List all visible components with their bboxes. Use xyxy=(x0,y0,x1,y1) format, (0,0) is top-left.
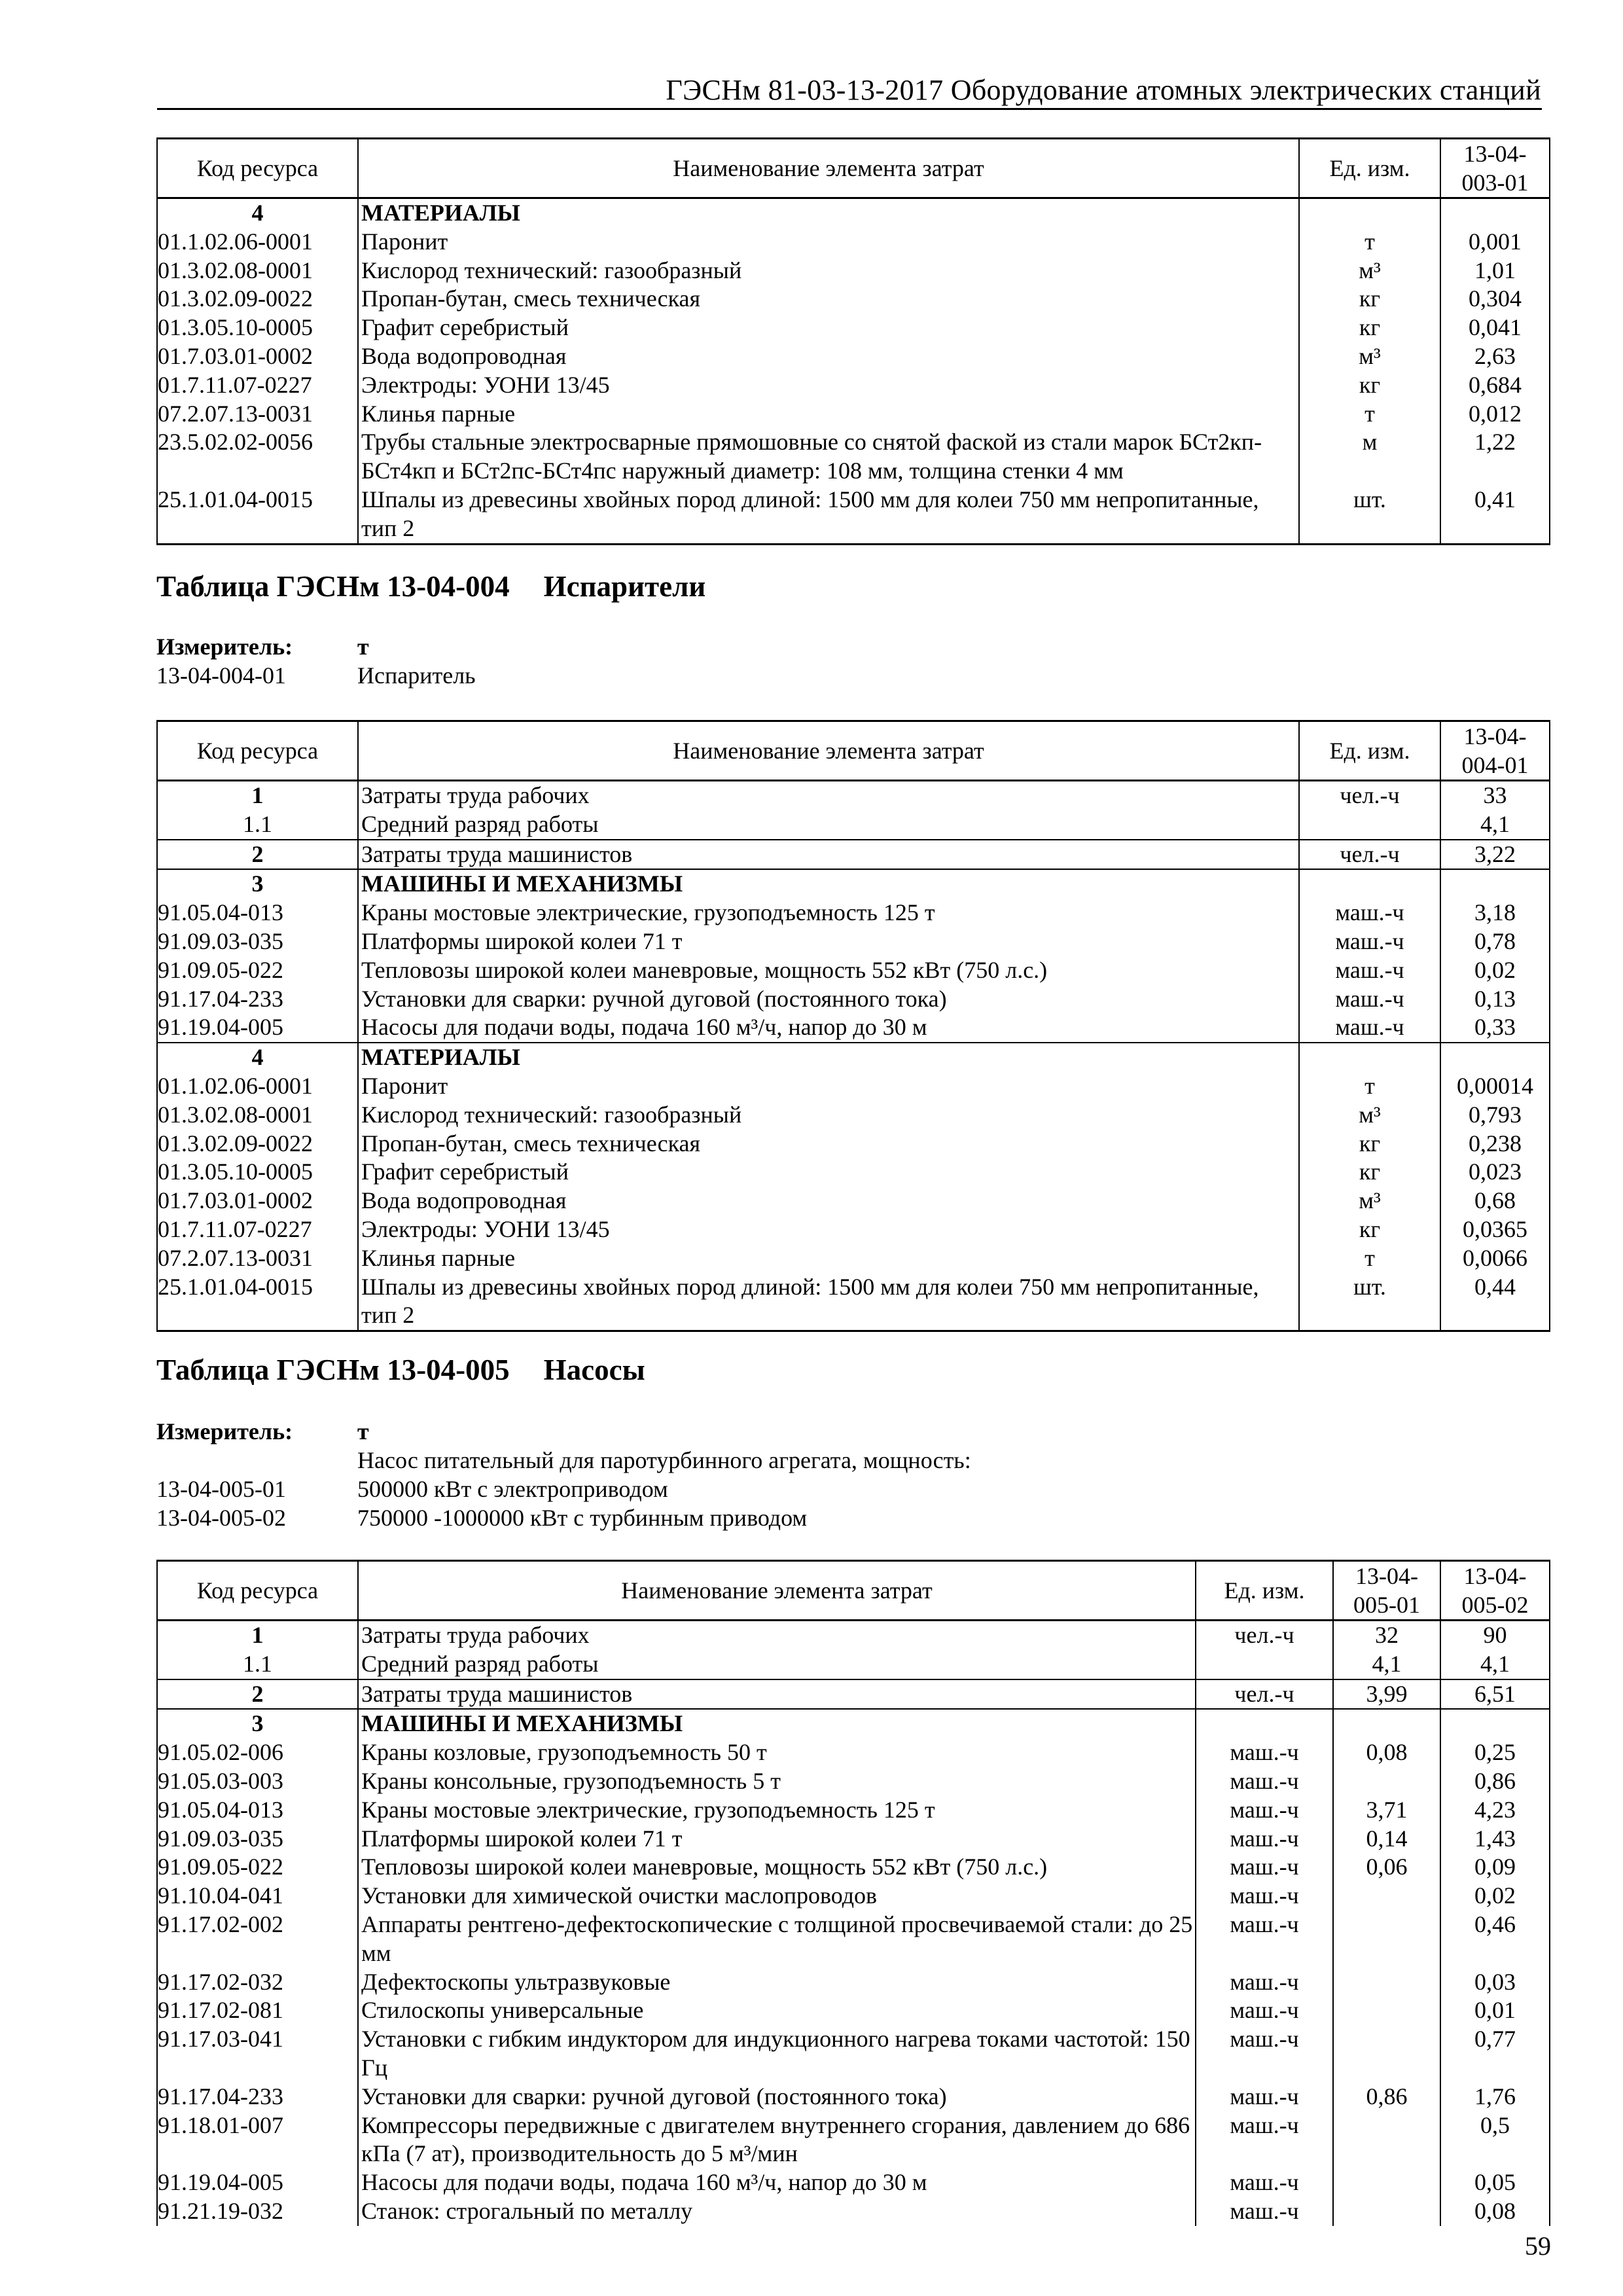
norm-value: 0,03 xyxy=(1440,1968,1550,1997)
norm-value: 0,023 xyxy=(1440,1158,1550,1187)
cost-element-name: Вода водопроводная xyxy=(358,1187,1299,1215)
table-row xyxy=(157,1101,1550,1130)
norm-value: 0,86 xyxy=(1333,2083,1440,2111)
resource-code: 01.7.03.01-0002 xyxy=(157,1187,358,1215)
resource-code: 2 xyxy=(157,1679,358,1710)
resource-code: 01.7.11.07-0227 xyxy=(157,371,358,400)
cost-element-name: Клинья парные xyxy=(358,400,1299,429)
norm-value: 1,43 xyxy=(1440,1825,1550,1854)
resource-code: 25.1.01.04-0015 xyxy=(157,1273,358,1331)
unit: маш.-ч xyxy=(1196,2168,1333,2197)
table-row xyxy=(157,1273,1550,1331)
unit: кг xyxy=(1299,285,1440,314)
norm-value: 0,33 xyxy=(1440,1013,1550,1043)
resource-code: 91.09.03-035 xyxy=(157,927,358,956)
unit: маш.-ч xyxy=(1299,899,1440,927)
table-row xyxy=(157,428,1550,486)
cost-element-name: Аппараты рентгено-дефектоскопические с толщиной просвечиваемой стали: до 25 мм xyxy=(358,1910,1196,1968)
cost-element-name: Графит серебристый xyxy=(358,1158,1299,1187)
column-header: Наименование элемента затрат xyxy=(358,721,1299,781)
unit: чел.-ч xyxy=(1299,781,1440,810)
table-row xyxy=(157,400,1550,429)
cost-element-name: Пропан-бутан, смесь техническая xyxy=(358,285,1299,314)
cost-element-name: Насосы для подачи воды, подача 160 м³/ч, напор до 30 м xyxy=(358,2168,1196,2197)
cost-element-name: Электроды: УОНИ 13/45 xyxy=(358,371,1299,400)
column-header: Код ресурса xyxy=(157,139,358,198)
unit: маш.-ч xyxy=(1299,956,1440,985)
cost-element-name: Затраты труда рабочих xyxy=(358,781,1299,810)
table-title: Таблица ГЭСНм 13-04-005 xyxy=(156,1354,510,1386)
norm-value: 1,76 xyxy=(1440,2083,1550,2111)
cost-element-name: Тепловозы широкой колеи маневровые, мощность 552 кВт (750 л.с.) xyxy=(358,1853,1196,1882)
unit: маш.-ч xyxy=(1196,1767,1333,1796)
norm-value: 0,08 xyxy=(1440,2197,1550,2226)
table-row xyxy=(157,342,1550,371)
section-row xyxy=(157,1043,1550,1072)
column-header: Ед. изм. xyxy=(1299,721,1440,781)
norm-value: 1,22 xyxy=(1440,428,1550,486)
meter-value: т xyxy=(357,1418,369,1444)
norm-value: 0,06 xyxy=(1333,1853,1440,1882)
section-row xyxy=(157,198,1550,228)
unit: кг xyxy=(1299,1215,1440,1244)
table-row xyxy=(157,1244,1550,1273)
unit: маш.-ч xyxy=(1196,1996,1333,2025)
table-title-name: Испарители xyxy=(543,570,706,603)
norm-value: 32 xyxy=(1333,1621,1440,1650)
resource-code: 91.09.05-022 xyxy=(157,956,358,985)
resource-code: 4 xyxy=(157,198,358,228)
resource-code: 23.5.02.02-0056 xyxy=(157,428,358,486)
resource-table-13-04-004 xyxy=(156,720,1550,1332)
unit: маш.-ч xyxy=(1196,2197,1333,2226)
unit xyxy=(1196,1709,1333,1738)
unit: маш.-ч xyxy=(1299,927,1440,956)
resource-table-13-04-003 xyxy=(156,137,1550,545)
table-header-row xyxy=(157,721,1550,781)
table-row xyxy=(157,1767,1550,1796)
table-row xyxy=(157,2083,1550,2111)
unit: маш.-ч xyxy=(1299,1013,1440,1043)
norm-value xyxy=(1333,1968,1440,1997)
norm-value: 4,1 xyxy=(1440,810,1550,840)
unit: маш.-ч xyxy=(1196,1968,1333,1997)
cost-element-name: Платформы широкой колеи 71 т xyxy=(358,927,1299,956)
cost-element-name: Установки для химической очистки маслопроводов xyxy=(358,1882,1196,1910)
cost-element-name: Шпалы из древесины хвойных пород длиной: 1500 мм для колеи 750 мм непропитанные, тип 2 xyxy=(358,1273,1299,1331)
norm-value xyxy=(1440,198,1550,228)
table-row xyxy=(157,2168,1550,2197)
table-row xyxy=(157,2111,1550,2169)
column-header: Код ресурса xyxy=(157,1561,358,1621)
unit: м³ xyxy=(1299,1187,1440,1215)
cost-element-name: Кислород технический: газообразный xyxy=(358,257,1299,285)
cost-element-name: Графит серебристый xyxy=(358,314,1299,342)
norm-value: 0,08 xyxy=(1333,1738,1440,1767)
norm-value: 0,0066 xyxy=(1440,1244,1550,1273)
section-row xyxy=(157,1679,1550,1710)
resource-code: 91.17.02-002 xyxy=(157,1910,358,1968)
unit: маш.-ч xyxy=(1196,1825,1333,1854)
meter-block-13-04-004 xyxy=(156,632,476,690)
resource-code: 4 xyxy=(157,1043,358,1072)
unit: маш.-ч xyxy=(1196,1910,1333,1968)
resource-code: 1.1 xyxy=(157,1650,358,1679)
resource-code: 91.05.04-013 xyxy=(157,899,358,927)
norm-value xyxy=(1440,1709,1550,1738)
resource-table-13-04-005 xyxy=(156,1560,1550,2226)
section-row xyxy=(157,869,1550,899)
norm-value xyxy=(1333,1996,1440,2025)
item-name: 500000 кВт с электроприводом xyxy=(357,1476,668,1502)
running-header: ГЭСНм 81-03-13-2017 Оборудование атомных электрических станций xyxy=(666,74,1541,106)
table-row xyxy=(157,927,1550,956)
unit xyxy=(1299,198,1440,228)
unit: маш.-ч xyxy=(1196,2025,1333,2083)
section-title-13-04-004 xyxy=(156,569,705,603)
cost-element-name: Паронит xyxy=(358,228,1299,257)
norm-value: 0,77 xyxy=(1440,2025,1550,2083)
cost-element-name: Затраты труда машинистов xyxy=(358,1679,1196,1710)
norm-value xyxy=(1333,1767,1440,1796)
unit xyxy=(1299,1043,1440,1072)
cost-element-name: Затраты труда машинистов xyxy=(358,840,1299,870)
cost-element-name: МАТЕРИАЛЫ xyxy=(358,198,1299,228)
item-code: 13-04-005-02 xyxy=(156,1505,286,1531)
resource-code: 01.3.02.08-0001 xyxy=(157,257,358,285)
norm-value xyxy=(1333,1910,1440,1968)
cost-element-name: Пропан-бутан, смесь техническая xyxy=(358,1130,1299,1158)
table-row xyxy=(157,810,1550,840)
norm-value: 0,86 xyxy=(1440,1767,1550,1796)
norm-value: 0,09 xyxy=(1440,1853,1550,1882)
norm-value: 3,71 xyxy=(1333,1796,1440,1825)
header-divider xyxy=(157,108,1542,110)
unit xyxy=(1196,1650,1333,1679)
resource-code: 91.17.04-233 xyxy=(157,2083,358,2111)
table-row xyxy=(157,956,1550,985)
norm-value: 0,25 xyxy=(1440,1738,1550,1767)
column-header: Ед. изм. xyxy=(1196,1561,1333,1621)
unit: кг xyxy=(1299,1130,1440,1158)
table-row xyxy=(157,1187,1550,1215)
norm-value xyxy=(1440,869,1550,899)
norm-value: 0,304 xyxy=(1440,285,1550,314)
cost-element-name: Установки с гибким индуктором для индукционного нагрева токами частотой: 150 Гц xyxy=(358,2025,1196,2083)
unit: кг xyxy=(1299,371,1440,400)
column-header: 13-04-005-02 xyxy=(1440,1561,1550,1621)
column-header: Наименование элемента затрат xyxy=(358,1561,1196,1621)
table-row xyxy=(157,1013,1550,1043)
item-name: Испаритель xyxy=(357,662,476,689)
column-header: 13-04-003-01 xyxy=(1440,139,1550,198)
norm-value: 4,1 xyxy=(1333,1650,1440,1679)
cost-element-name: Шпалы из древесины хвойных пород длиной: 1500 мм для колеи 750 мм непропитанные, тип 2 xyxy=(358,486,1299,544)
column-header: Ед. изм. xyxy=(1299,139,1440,198)
norm-value: 3,22 xyxy=(1440,840,1550,870)
norm-value: 6,51 xyxy=(1440,1679,1550,1710)
unit: м xyxy=(1299,428,1440,486)
resource-code: 2 xyxy=(157,840,358,870)
unit: маш.-ч xyxy=(1196,1738,1333,1767)
cost-element-name: Краны козловые, грузоподъемность 50 т xyxy=(358,1738,1196,1767)
cost-element-name: Краны мостовые электрические, грузоподъемность 125 т xyxy=(358,1796,1196,1825)
resource-code: 01.1.02.06-0001 xyxy=(157,228,358,257)
cost-element-name: Затраты труда рабочих xyxy=(358,1621,1196,1650)
unit: шт. xyxy=(1299,1273,1440,1331)
section-title-13-04-005 xyxy=(156,1353,645,1387)
norm-value: 4,1 xyxy=(1440,1650,1550,1679)
meter-label: Измеритель: xyxy=(156,634,293,660)
resource-code: 91.09.03-035 xyxy=(157,1825,358,1854)
table-row xyxy=(157,1796,1550,1825)
unit: т xyxy=(1299,400,1440,429)
resource-code: 01.3.02.09-0022 xyxy=(157,1130,358,1158)
table-row xyxy=(157,371,1550,400)
unit: маш.-ч xyxy=(1299,985,1440,1014)
norm-value: 0,793 xyxy=(1440,1101,1550,1130)
resource-code: 91.17.04-233 xyxy=(157,985,358,1014)
norm-value xyxy=(1333,1709,1440,1738)
norm-value: 0,01 xyxy=(1440,1996,1550,2025)
table-row xyxy=(157,1853,1550,1882)
resource-code: 07.2.07.13-0031 xyxy=(157,400,358,429)
table-row xyxy=(157,985,1550,1014)
norm-value xyxy=(1333,1882,1440,1910)
resource-code: 91.05.04-013 xyxy=(157,1796,358,1825)
resource-code: 01.3.02.08-0001 xyxy=(157,1101,358,1130)
unit: кг xyxy=(1299,314,1440,342)
table-row xyxy=(157,486,1550,544)
cost-element-name: Насосы для подачи воды, подача 160 м³/ч, напор до 30 м xyxy=(358,1013,1299,1043)
resource-code: 91.19.04-005 xyxy=(157,1013,358,1043)
norm-value: 4,23 xyxy=(1440,1796,1550,1825)
resource-code: 1.1 xyxy=(157,810,358,840)
unit: м³ xyxy=(1299,342,1440,371)
table-row xyxy=(157,1158,1550,1187)
cost-element-name: Кислород технический: газообразный xyxy=(358,1101,1299,1130)
cost-element-name: МАШИНЫ И МЕХАНИЗМЫ xyxy=(358,869,1299,899)
meter-block-13-04-005 xyxy=(156,1417,971,1532)
resource-code: 01.7.03.01-0002 xyxy=(157,342,358,371)
norm-value: 0,001 xyxy=(1440,228,1550,257)
norm-value xyxy=(1333,2111,1440,2169)
cost-element-name: Клинья парные xyxy=(358,1244,1299,1273)
resource-code: 91.21.19-032 xyxy=(157,2197,358,2226)
unit: м³ xyxy=(1299,1101,1440,1130)
table-row xyxy=(157,899,1550,927)
unit: маш.-ч xyxy=(1196,1796,1333,1825)
table-row xyxy=(157,1215,1550,1244)
table-row xyxy=(157,1738,1550,1767)
table-row xyxy=(157,228,1550,257)
table-row xyxy=(157,2197,1550,2226)
unit: кг xyxy=(1299,1158,1440,1187)
unit: шт. xyxy=(1299,486,1440,544)
table-row xyxy=(157,1825,1550,1854)
cost-element-name: Электроды: УОНИ 13/45 xyxy=(358,1215,1299,1244)
resource-code: 1 xyxy=(157,781,358,810)
resource-code: 01.3.05.10-0005 xyxy=(157,1158,358,1187)
norm-value: 0,5 xyxy=(1440,2111,1550,2169)
column-header: Код ресурса xyxy=(157,721,358,781)
norm-value xyxy=(1333,2025,1440,2083)
norm-value: 0,0365 xyxy=(1440,1215,1550,1244)
norm-value: 0,041 xyxy=(1440,314,1550,342)
resource-code: 01.7.11.07-0227 xyxy=(157,1215,358,1244)
cost-element-name: Средний разряд работы xyxy=(358,1650,1196,1679)
resource-code: 91.17.02-032 xyxy=(157,1968,358,1997)
norm-value: 0,44 xyxy=(1440,1273,1550,1331)
unit xyxy=(1299,869,1440,899)
table-header-row xyxy=(157,139,1550,198)
section-row xyxy=(157,840,1550,870)
cost-element-name: Вода водопроводная xyxy=(358,342,1299,371)
norm-value: 33 xyxy=(1440,781,1550,810)
unit: т xyxy=(1299,228,1440,257)
table-row xyxy=(157,1072,1550,1101)
resource-code: 91.05.03-003 xyxy=(157,1767,358,1796)
norm-value: 3,18 xyxy=(1440,899,1550,927)
unit: маш.-ч xyxy=(1196,2083,1333,2111)
table-row xyxy=(157,1130,1550,1158)
norm-value: 0,00014 xyxy=(1440,1072,1550,1101)
column-header: Наименование элемента затрат xyxy=(358,139,1299,198)
norm-value: 0,238 xyxy=(1440,1130,1550,1158)
unit: чел.-ч xyxy=(1299,840,1440,870)
meter-note: Насос питательный для паротурбинного агрегата, мощность: xyxy=(357,1447,971,1473)
cost-element-name: Средний разряд работы xyxy=(358,810,1299,840)
table-row xyxy=(157,314,1550,342)
cost-element-name: Платформы широкой колеи 71 т xyxy=(358,1825,1196,1854)
cost-element-name: МАТЕРИАЛЫ xyxy=(358,1043,1299,1072)
norm-value: 3,99 xyxy=(1333,1679,1440,1710)
resource-code: 91.10.04-041 xyxy=(157,1882,358,1910)
cost-element-name: Установки для сварки: ручной дуговой (постоянного тока) xyxy=(358,985,1299,1014)
table-title-name: Насосы xyxy=(543,1354,645,1386)
cost-element-name: Станок: строгальный по металлу xyxy=(358,2197,1196,2226)
norm-value xyxy=(1333,2197,1440,2226)
norm-value xyxy=(1333,2168,1440,2197)
page-number: 59 xyxy=(1525,2231,1551,2261)
unit: т xyxy=(1299,1072,1440,1101)
resource-code: 91.17.03-041 xyxy=(157,2025,358,2083)
cost-element-name: Краны консольные, грузоподъемность 5 т xyxy=(358,1767,1196,1796)
item-name: 750000 -1000000 кВт с турбинным приводом xyxy=(357,1505,808,1531)
table-row xyxy=(157,1650,1550,1679)
norm-value: 0,41 xyxy=(1440,486,1550,544)
resource-code: 91.17.02-081 xyxy=(157,1996,358,2025)
unit: м³ xyxy=(1299,257,1440,285)
resource-code: 01.3.05.10-0005 xyxy=(157,314,358,342)
unit: маш.-ч xyxy=(1196,2111,1333,2169)
resource-code: 91.18.01-007 xyxy=(157,2111,358,2169)
column-header: 13-04-005-01 xyxy=(1333,1561,1440,1621)
resource-code: 91.05.02-006 xyxy=(157,1738,358,1767)
cost-element-name: Компрессоры передвижные с двигателем внутреннего сгорания, давлением до 686 кПа (7 ат), производительность до 5 м³/мин xyxy=(358,2111,1196,2169)
cost-element-name: Краны мостовые электрические, грузоподъемность 125 т xyxy=(358,899,1299,927)
resource-code: 91.09.05-022 xyxy=(157,1853,358,1882)
cost-element-name: Паронит xyxy=(358,1072,1299,1101)
meter-value: т xyxy=(357,634,369,660)
resource-code: 07.2.07.13-0031 xyxy=(157,1244,358,1273)
norm-value: 0,684 xyxy=(1440,371,1550,400)
norm-value: 1,01 xyxy=(1440,257,1550,285)
table-header-row xyxy=(157,1561,1550,1621)
table-row xyxy=(157,1910,1550,1968)
cost-element-name: Трубы стальные электросварные прямошовные со снятой фаской из стали марок БСт2кп-БСт4кп и БСт2пс-БСт4пс наружный диаметр: 108 мм, толщина стенки 4 мм xyxy=(358,428,1299,486)
norm-value: 0,012 xyxy=(1440,400,1550,429)
unit: чел.-ч xyxy=(1196,1621,1333,1650)
resource-code: 91.19.04-005 xyxy=(157,2168,358,2197)
cost-element-name: Дефектоскопы ультразвуковые xyxy=(358,1968,1196,1997)
unit xyxy=(1299,810,1440,840)
norm-value: 0,46 xyxy=(1440,1910,1550,1968)
norm-value: 0,13 xyxy=(1440,985,1550,1014)
table-row xyxy=(157,285,1550,314)
norm-value: 0,05 xyxy=(1440,2168,1550,2197)
unit: маш.-ч xyxy=(1196,1882,1333,1910)
resource-code: 3 xyxy=(157,1709,358,1738)
resource-code: 01.1.02.06-0001 xyxy=(157,1072,358,1101)
table-row xyxy=(157,1882,1550,1910)
table-row xyxy=(157,1996,1550,2025)
section-row xyxy=(157,1709,1550,1738)
norm-value xyxy=(1440,1043,1550,1072)
item-code: 13-04-004-01 xyxy=(156,662,286,689)
resource-code: 1 xyxy=(157,1621,358,1650)
meter-label: Измеритель: xyxy=(156,1418,293,1444)
section-row xyxy=(157,781,1550,810)
unit: т xyxy=(1299,1244,1440,1273)
norm-value: 0,68 xyxy=(1440,1187,1550,1215)
cost-element-name: Установки для сварки: ручной дуговой (постоянного тока) xyxy=(358,2083,1196,2111)
table-row xyxy=(157,257,1550,285)
section-row xyxy=(157,1621,1550,1650)
unit: маш.-ч xyxy=(1196,1853,1333,1882)
item-code: 13-04-005-01 xyxy=(156,1476,286,1502)
cost-element-name: Стилоскопы универсальные xyxy=(358,1996,1196,2025)
norm-value: 0,14 xyxy=(1333,1825,1440,1854)
cost-element-name: Тепловозы широкой колеи маневровые, мощность 552 кВт (750 л.с.) xyxy=(358,956,1299,985)
table-title: Таблица ГЭСНм 13-04-004 xyxy=(156,570,510,603)
table-row xyxy=(157,2025,1550,2083)
norm-value: 0,02 xyxy=(1440,1882,1550,1910)
norm-value: 0,02 xyxy=(1440,956,1550,985)
resource-code: 01.3.02.09-0022 xyxy=(157,285,358,314)
norm-value: 2,63 xyxy=(1440,342,1550,371)
norm-value: 90 xyxy=(1440,1621,1550,1650)
column-header: 13-04-004-01 xyxy=(1440,721,1550,781)
norm-value: 0,78 xyxy=(1440,927,1550,956)
resource-code: 3 xyxy=(157,869,358,899)
resource-code: 25.1.01.04-0015 xyxy=(157,486,358,544)
table-row xyxy=(157,1968,1550,1997)
cost-element-name: МАШИНЫ И МЕХАНИЗМЫ xyxy=(358,1709,1196,1738)
unit: чел.-ч xyxy=(1196,1679,1333,1710)
